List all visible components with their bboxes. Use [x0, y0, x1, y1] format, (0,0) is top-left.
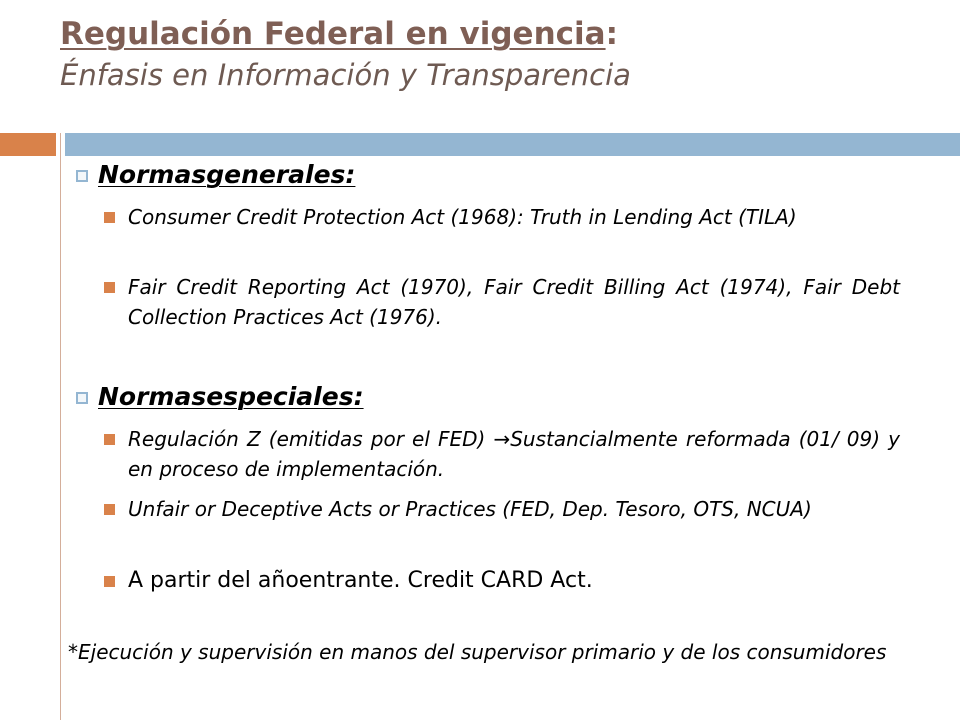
- arrow-right-icon: →: [493, 427, 511, 451]
- bullet-icon: [104, 576, 115, 587]
- bullet-icon: [104, 504, 115, 515]
- list-item: [104, 494, 900, 524]
- section-heading-text: Normasespeciales:: [98, 382, 364, 411]
- title-main-text: Regulación Federal en vigencia: [60, 16, 606, 52]
- bullet-icon: [104, 434, 115, 445]
- title-subtitle: Énfasis en Información y Transparencia: [60, 58, 631, 92]
- list-item-text: Fair Credit Reporting Act (1970), Fair Credit Billing Act (1974), Fair Debt Collection Practices Act (1976).: [128, 275, 900, 329]
- bullet-square-icon: [76, 392, 88, 404]
- list-item: [104, 272, 900, 332]
- list-item-text-part: Regulación Z (emitidas por el FED): [128, 427, 494, 451]
- bullet-icon: [104, 282, 115, 293]
- section-heading-especiales: [76, 382, 364, 411]
- list-item-text: [128, 424, 900, 484]
- list-item-text-part: Sustancialmente reformada (01/ 09) y en proceso de implementación.: [128, 427, 900, 481]
- list-item: [104, 424, 900, 484]
- list-item-text: Unfair or Deceptive Acts or Practices (FED, Dep. Tesoro, OTS, NCUA): [128, 497, 812, 521]
- bullet-square-icon: [76, 170, 88, 182]
- list-item: [104, 202, 900, 232]
- bullet-icon: [104, 212, 115, 223]
- footnote: *Ejecución y supervisión en manos del supervisor primario y de los consumidores: [68, 640, 887, 664]
- list-item-text: Consumer Credit Protection Act (1968): Truth in Lending Act (TILA): [128, 205, 797, 229]
- title-colon: :: [605, 16, 618, 52]
- list-item: [104, 566, 900, 596]
- section-heading-generales: [76, 160, 355, 189]
- section-heading-text: Normasgenerales:: [98, 160, 356, 189]
- list-item-text: A partir del añoentrante. Credit CARD Act.: [128, 568, 593, 593]
